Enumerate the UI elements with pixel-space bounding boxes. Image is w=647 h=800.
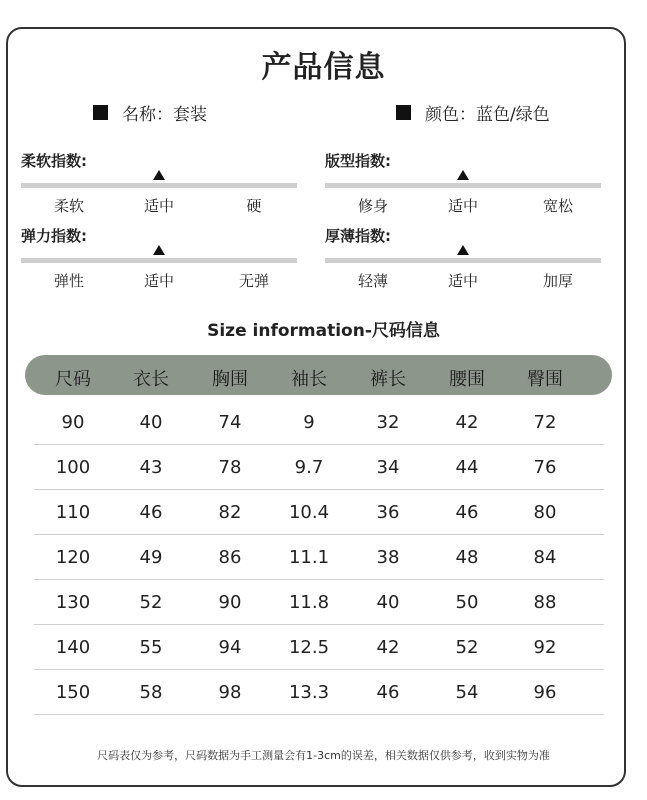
info-color: [396, 100, 550, 125]
index-label: 版型指数:: [325, 152, 391, 170]
index-option: 加厚: [542, 272, 574, 290]
table-cell: 98: [218, 682, 242, 703]
table-cell: 130: [55, 592, 91, 613]
square-bullet-icon: [93, 105, 108, 120]
table-cell: 120: [55, 547, 91, 568]
table-cell: 54: [455, 682, 479, 703]
index-label: 柔软指数:: [21, 152, 87, 170]
size-title: Size information-尺码信息: [207, 321, 440, 341]
table-row: [34, 579, 604, 625]
size-note: 尺码表仅为参考，尺码数据为手工测量会有1-3cm的误差，相关数据仅供参考，收到实物为准: [97, 749, 550, 762]
table-cell: 58: [139, 682, 163, 703]
table-cell: 78: [218, 457, 242, 478]
table-cell: 10.4: [288, 502, 330, 523]
table-cell: 32: [376, 412, 400, 433]
table-row: [34, 624, 604, 670]
index-option: 无弹: [238, 272, 270, 290]
triangle-marker-icon: [153, 170, 165, 180]
table-row: [34, 669, 604, 715]
table-cell: 34: [376, 457, 400, 478]
table-cell: 74: [218, 412, 242, 433]
table-cell: 9: [303, 412, 315, 433]
triangle-marker-icon: [153, 245, 165, 255]
table-cell: 90: [61, 412, 85, 433]
table-header-cell: 腰围: [449, 369, 485, 390]
table-cell: 9.7: [294, 457, 324, 478]
table-cell: 46: [376, 682, 400, 703]
index-label: 厚薄指数:: [325, 227, 391, 245]
table-row: [34, 444, 604, 490]
table-cell: 49: [139, 547, 163, 568]
table-cell: 46: [139, 502, 163, 523]
table-cell: 55: [139, 637, 163, 658]
table-cell: 94: [218, 637, 242, 658]
index-bar: [21, 183, 297, 188]
table-cell: 43: [139, 457, 163, 478]
table-row: [34, 489, 604, 535]
index-option: 适中: [143, 197, 175, 215]
square-bullet-icon: [396, 105, 411, 120]
index-option: 适中: [143, 272, 175, 290]
table-cell: 92: [533, 637, 557, 658]
table-cell: 11.8: [288, 592, 330, 613]
table-cell: 40: [376, 592, 400, 613]
index-bar: [21, 258, 297, 263]
table-header-cell: 臀围: [527, 369, 563, 390]
index-option: 修身: [357, 197, 389, 215]
table-cell: 50: [455, 592, 479, 613]
table-cell: 72: [533, 412, 557, 433]
table-cell: 44: [455, 457, 479, 478]
table-cell: 86: [218, 547, 242, 568]
index-option: 宽松: [542, 197, 574, 215]
table-row: [34, 534, 604, 580]
table-cell: 140: [55, 637, 91, 658]
table-cell: 48: [455, 547, 479, 568]
table-cell: 100: [55, 457, 91, 478]
table-cell: 36: [376, 502, 400, 523]
page-title: 产品信息: [261, 50, 386, 85]
index-option: 柔软: [53, 197, 85, 215]
table-cell: 46: [455, 502, 479, 523]
triangle-marker-icon: [457, 170, 469, 180]
index-option: 硬: [246, 197, 262, 215]
table-header-cell: 尺码: [55, 369, 91, 390]
table-cell: 110: [55, 502, 91, 523]
table-cell: 12.5: [288, 637, 330, 658]
table-cell: 38: [376, 547, 400, 568]
table-cell: 80: [533, 502, 557, 523]
table-cell: 90: [218, 592, 242, 613]
info-name-text: 名称：套装: [122, 105, 207, 125]
table-header-cell: 裤长: [370, 369, 406, 390]
index-option: 弹性: [53, 272, 85, 290]
info-name: [93, 100, 207, 125]
table-cell: 76: [533, 457, 557, 478]
triangle-marker-icon: [457, 245, 469, 255]
index-option: 轻薄: [357, 272, 389, 290]
table-cell: 42: [455, 412, 479, 433]
table-cell: 40: [139, 412, 163, 433]
index-bar: [325, 183, 601, 188]
index-option: 适中: [447, 272, 479, 290]
index-label: 弹力指数:: [21, 227, 87, 245]
table-cell: 96: [533, 682, 557, 703]
table-cell: 150: [55, 682, 91, 703]
table-header-cell: 袖长: [291, 369, 327, 390]
table-cell: 11.1: [288, 547, 330, 568]
table-cell: 13.3: [288, 682, 330, 703]
table-row: [34, 399, 604, 445]
table-cell: 88: [533, 592, 557, 613]
table-cell: 82: [218, 502, 242, 523]
table-cell: 52: [455, 637, 479, 658]
info-color-text: 颜色：蓝色/绿色: [425, 105, 550, 125]
index-bar: [325, 258, 601, 263]
table-cell: 42: [376, 637, 400, 658]
table-cell: 52: [139, 592, 163, 613]
index-option: 适中: [447, 197, 479, 215]
table-header-cell: 衣长: [133, 369, 169, 390]
table-header-cell: 胸围: [212, 369, 248, 390]
size-table-header: [25, 355, 612, 395]
table-cell: 84: [533, 547, 557, 568]
